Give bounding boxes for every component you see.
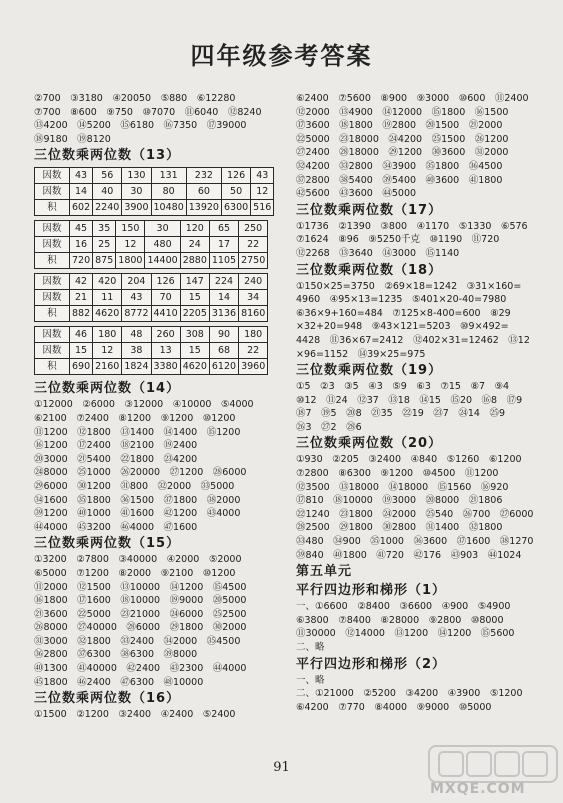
answer-line: ⑦700 ⑧600 ⑨750 ⑩7070 ⑪6040 ⑫8240 — [34, 106, 262, 118]
section-heading-20: 三位数乘两位数（20） — [296, 436, 443, 452]
answer-line: ⑱7 ⑲5 ⑳8 ㉑35 ㉒19 ㉓7 ㉔14 ㉕9 — [296, 408, 505, 420]
answer-line: 4428 ⑪36×67=2412 ⑫402×31=12462 ⑬12 — [296, 334, 530, 346]
table-cell: 65 — [209, 221, 238, 237]
section-heading-14: 三位数乘两位数（14） — [34, 381, 181, 397]
table-cell: 8772 — [122, 306, 151, 322]
table-cell: 45 — [70, 221, 93, 237]
answer-line: ⑯1200 ⑰2400 ⑱2100 ⑲2400 — [34, 440, 198, 452]
table-cell: 180 — [239, 327, 268, 343]
table-cell: 1105 — [209, 253, 238, 269]
answer-line: ⑯1800 ⑰1600 ⑱10000 ⑲9000 ⑳5000 — [34, 595, 247, 607]
answer-line: ①150×25=3750 ②69×18=1242 ③31×160= — [296, 280, 522, 292]
table-cell: 232 — [186, 168, 221, 184]
answer-line: ⑥2100 ⑦2400 ⑧1200 ⑨1200 ⑩1200 — [34, 412, 236, 424]
answer-line: ①930 ②205 ③2400 ④840 ⑤1260 ⑥1200 — [296, 454, 522, 466]
table-cell: 积 — [35, 253, 70, 269]
answer-line: ㉒1240 ㉓1800 ㉔2000 ㉕540 ㉖700 ㉗6000 — [296, 508, 534, 520]
table-cell: 4620 — [180, 359, 209, 375]
answer-line: ②700 ③3180 ④20050 ⑤880 ⑥12280 — [34, 93, 236, 104]
table-cell: 2240 — [93, 200, 122, 216]
table-cell: 2750 — [239, 253, 268, 269]
table-cell: 180 — [93, 327, 122, 343]
table-cell: 15 — [70, 343, 93, 359]
answer-line: ⑳3000 ㉑5400 ㉒1800 ㉓4200 — [34, 453, 198, 465]
table-row — [35, 290, 268, 306]
answer-line: ㉙6000 ㉚1200 ㉛800 ㉜2000 ㉝5000 — [34, 480, 235, 492]
table-cell: 6120 — [209, 359, 238, 375]
table-cell: 150 — [116, 221, 145, 237]
table-cell: 130 — [122, 168, 151, 184]
answer-line: 4960 ④95×13=1235 ⑤401×20-40=7980 — [296, 294, 507, 306]
table-cell: 38 — [122, 343, 151, 359]
table-cell: 56 — [93, 168, 122, 184]
table-cell: 4410 — [151, 306, 180, 322]
table-row — [35, 184, 274, 200]
table-cell: 40 — [93, 184, 122, 200]
table-cell: 50 — [221, 184, 250, 200]
table-cell: 22 — [239, 343, 268, 359]
table-row — [35, 221, 268, 237]
answer-line: ㊴840 ㊵1800 ㊶720 ㊷176 ㊸903 ㊹1024 — [296, 549, 522, 561]
table-cell: 25 — [93, 237, 116, 253]
answer-line: ⑥36×9+160=484 ⑦125×8-400=600 ⑧29 — [296, 307, 511, 319]
answer-line: ⑫3500 ⑬18000 ⑭18000 ⑮1560 ⑯920 — [296, 481, 509, 493]
answer-line: ㊵1300 ㊶40000 ㊷2400 ㊸2300 ㊹4000 — [34, 663, 247, 675]
answer-line: ①1500 ②1200 ③2400 ④2400 ⑤2400 — [34, 709, 236, 721]
table-cell: 882 — [70, 306, 93, 322]
section-heading-19: 三位数乘两位数（19） — [296, 363, 443, 379]
answer-line: 一、①6600 ②8400 ③6600 ④900 ⑤4900 — [296, 601, 511, 613]
table-cell: 11 — [93, 290, 122, 306]
factor-table-3 — [34, 273, 268, 322]
answer-line: ㉔8000 ㉕1000 ㉖20000 ㉗1200 ㉘6000 — [34, 467, 247, 479]
table-cell: 13920 — [186, 200, 221, 216]
answer-block-18 — [296, 280, 536, 362]
answer-line: ㉖8000 ㉗40000 ㉘6000 ㉙1800 ㉚2000 — [34, 622, 247, 634]
answer-line: ⑪2000 ⑫1500 ⑬10000 ⑭1200 ⑮4500 — [34, 581, 247, 593]
answer-line: ×96=1152 ⑭39×25=975 — [296, 348, 426, 360]
answer-block-14 — [34, 398, 286, 534]
answer-block-15 — [34, 553, 286, 689]
answer-line: ㊹4000 ㊺3200 ㊻4000 ㊼1600 — [34, 521, 198, 533]
table-cell: 690 — [70, 359, 93, 375]
table-cell: 43 — [122, 290, 151, 306]
answer-line: ⑫2268 ⑬3640 ⑭3000 ⑮1140 — [296, 247, 460, 259]
answer-line: ⑦2800 ⑧6300 ⑨1200 ⑩4500 ⑪1200 — [296, 468, 499, 480]
answer-line: ①12000 ②6000 ③12000 ④10000 ⑤4000 — [34, 399, 254, 411]
answer-line: ⑬4200 ⑭5200 ⑮6180 ⑯7350 ⑰39000 — [34, 120, 247, 132]
table-cell: 因数 — [35, 327, 70, 343]
answer-line: 二、略 — [296, 642, 325, 653]
answer-line: ⑥4200 ⑦770 ⑧4000 ⑨9000 ⑩5000 — [296, 701, 492, 713]
answer-block-20 — [296, 453, 536, 562]
factor-table-1 — [34, 167, 274, 216]
table-cell: 14400 — [145, 253, 180, 269]
table-cell: 21 — [70, 290, 93, 306]
table-row — [35, 253, 268, 269]
answer-line: ⑰810 ⑱10000 ⑲3000 ⑳8000 ㉑1806 — [296, 495, 503, 507]
table-cell: 8160 — [239, 306, 268, 322]
answer-line: ㉘2500 ㉙1800 ㉚2800 ㉛1400 ㉜1800 — [296, 522, 503, 534]
table-cell: 260 — [151, 327, 180, 343]
table-cell: 60 — [186, 184, 221, 200]
table-cell: 因数 — [35, 221, 70, 237]
answer-line: ⑩12 ⑪24 ⑫37 ⑬18 ⑭15 ⑮20 ⑯8 ⑰9 — [296, 394, 523, 406]
answer-line: ㉞1600 ㉟1800 ㊱1500 ㊲1800 ㊳2000 — [34, 494, 241, 506]
answer-line: ㉛3000 ㉜1800 ㉝2400 ㉞2000 ㉟4500 — [34, 635, 241, 647]
table-cell: 3136 — [209, 306, 238, 322]
table-cell: 240 — [239, 274, 268, 290]
watermark-stamp-icon — [428, 745, 558, 783]
table-cell: 2880 — [180, 253, 209, 269]
table-cell: 1800 — [116, 253, 145, 269]
factor-table-4 — [34, 326, 268, 375]
answer-line: ⑱9180 ⑲8120 — [34, 133, 111, 145]
table-row — [35, 343, 268, 359]
answer-line: ㉗2400 ㉘18000 ㉙1200 ㉚3600 ㉛2000 — [296, 147, 509, 159]
table-cell: 3900 — [122, 200, 151, 216]
table-cell: 120 — [180, 221, 209, 237]
table-cell: 15 — [180, 290, 209, 306]
table-cell: 2160 — [93, 359, 122, 375]
table-cell: 12 — [93, 343, 122, 359]
table-cell: 17 — [209, 237, 238, 253]
answer-block-16-continued — [296, 92, 536, 201]
table-cell: 42 — [70, 274, 93, 290]
table-cell: 15 — [180, 343, 209, 359]
table-cell: 875 — [93, 253, 116, 269]
table-cell: 14 — [209, 290, 238, 306]
table-cell: 3960 — [239, 359, 268, 375]
table-cell: 126 — [221, 168, 250, 184]
table-cell: 因数 — [35, 168, 70, 184]
table-cell: 30 — [145, 221, 180, 237]
table-cell: 积 — [35, 359, 70, 375]
table-cell: 12 — [116, 237, 145, 253]
table-cell: 224 — [209, 274, 238, 290]
table-cell: 24 — [180, 237, 209, 253]
table-cell: 131 — [151, 168, 186, 184]
table-cell: 16 — [70, 237, 93, 253]
answer-block-continued — [34, 92, 286, 146]
table-cell: 积 — [35, 200, 70, 216]
section-heading-parallelogram-1: 平行四边形和梯形（1） — [296, 583, 447, 599]
table-row — [35, 200, 274, 216]
answer-block-19 — [296, 380, 536, 434]
left-column — [34, 92, 286, 722]
answer-line: ㉒5000 ㉓18000 ㉔4200 ㉕1500 ㉖1200 — [296, 133, 509, 145]
answer-line: ㉝480 ㉞900 ㉟1000 ㊱3600 ㊲1600 ㊳1270 — [296, 536, 534, 548]
table-cell: 46 — [70, 327, 93, 343]
answer-line: 一、略 — [296, 674, 325, 686]
table-cell: 48 — [122, 327, 151, 343]
table-row — [35, 168, 274, 184]
answer-block-parallelogram-1 — [296, 600, 536, 654]
answer-line: ①1736 ②1390 ③800 ④1170 ⑤1330 ⑥576 — [296, 220, 528, 232]
table-cell: 147 — [180, 274, 209, 290]
page-number: 91 — [273, 760, 290, 775]
answer-line: ㉑3600 ㉒5000 ㉓21000 ㉔6000 ㉕2500 — [34, 608, 247, 620]
table-cell: 30 — [122, 184, 151, 200]
answer-block-16 — [34, 708, 286, 722]
table-cell: 6300 — [221, 200, 250, 216]
table-cell: 204 — [122, 274, 151, 290]
table-cell: 因数 — [35, 343, 70, 359]
table-cell: 43 — [70, 168, 93, 184]
answer-line: ㊷5600 ㊸3600 ㊹5000 — [296, 188, 417, 200]
table-cell: 14 — [70, 184, 93, 200]
answer-block-parallelogram-2 — [296, 674, 536, 715]
table-row — [35, 237, 268, 253]
answer-line: ㉜4200 ㉝2800 ㉞3900 ㉟1800 ㊱4500 — [296, 160, 503, 172]
answer-line: ㊲2800 ㊳5400 ㊴5400 ㊵3600 ㊶1800 — [296, 174, 503, 186]
table-cell: 13 — [151, 343, 180, 359]
section-heading-18: 三位数乘两位数（18） — [296, 262, 443, 278]
table-cell: 3380 — [151, 359, 180, 375]
answer-line: ⑥2400 ⑦5600 ⑧900 ⑨3000 ⑩600 ⑪2400 — [296, 93, 529, 104]
table-cell: 250 — [239, 221, 268, 237]
section-heading-parallelogram-2: 平行四边形和梯形（2） — [296, 656, 447, 672]
table-cell: 22 — [239, 237, 268, 253]
answer-line: ⑦1624 ⑧96 ⑨5250千克 ⑩1190 ⑪720 — [296, 234, 500, 246]
table-cell: 因数 — [35, 290, 70, 306]
answer-block-17 — [296, 220, 536, 261]
table-cell: 因数 — [35, 184, 70, 200]
answer-line: ㊴1200 ㊵1000 ㊶1600 ㊷1200 ㊸4000 — [34, 508, 241, 520]
table-cell: 10480 — [151, 200, 186, 216]
section-heading-16: 三位数乘两位数（16） — [34, 691, 181, 707]
section-heading-15: 三位数乘两位数（15） — [34, 536, 181, 552]
table-cell: 35 — [93, 221, 116, 237]
table-cell: 2205 — [180, 306, 209, 322]
table-row — [35, 274, 268, 290]
table-cell: 1824 — [122, 359, 151, 375]
table-cell: 602 — [70, 200, 93, 216]
factor-table-2 — [34, 220, 268, 269]
table-cell: 420 — [93, 274, 122, 290]
answer-line: ①5 ②3 ③5 ④3 ⑤9 ⑥3 ⑦15 ⑧7 ⑨4 — [296, 381, 510, 393]
table-cell: 126 — [151, 274, 180, 290]
table-cell: 720 — [70, 253, 93, 269]
table-cell: 34 — [239, 290, 268, 306]
table-cell: 80 — [151, 184, 186, 200]
table-cell: 43 — [251, 168, 274, 184]
table-cell: 积 — [35, 306, 70, 322]
answer-line: ㊱2800 ㊲6300 ㊳6300 ㊴8000 — [34, 649, 198, 661]
watermark-text: MXQE.COM — [430, 781, 526, 797]
answer-line: ⑪1200 ⑫1800 ⑬1400 ⑭1400 ⑮1200 — [34, 426, 241, 438]
table-cell: 4620 — [93, 306, 122, 322]
table-cell: 因数 — [35, 274, 70, 290]
answer-line: ×32+20=948 ⑨43×121=5203 ⑩9×492= — [296, 321, 509, 333]
table-cell: 308 — [180, 327, 209, 343]
answer-line: ⑫2000 ⑬4900 ⑭12000 ⑮1800 ⑯1500 — [296, 106, 509, 118]
table-row — [35, 306, 268, 322]
table-cell: 12 — [251, 184, 274, 200]
answer-line: ①3200 ②7800 ③40000 ④2000 ⑤2000 — [34, 554, 242, 566]
table-cell: 70 — [151, 290, 180, 306]
answer-line: ⑰3600 ⑱1800 ⑲2800 ⑳1500 ㉑2000 — [296, 120, 503, 132]
table-row — [35, 327, 268, 343]
answer-line: ⑥3800 ⑦8400 ⑧28000 ⑨2800 ⑩8000 — [296, 614, 504, 626]
table-cell: 68 — [209, 343, 238, 359]
table-cell: 516 — [251, 200, 274, 216]
right-column — [296, 92, 536, 714]
unit-heading: 第五单元 — [296, 564, 353, 580]
answer-line: ㊺1800 ㊻2400 ㊼6300 ㊽10000 — [34, 676, 204, 688]
page-title: 四年级参考答案 — [190, 42, 373, 70]
section-heading-17: 三位数乘两位数（17） — [296, 202, 443, 218]
answer-line: ⑥5000 ⑦1200 ⑧2000 ⑨2100 ⑩1200 — [34, 567, 236, 579]
table-row — [35, 359, 268, 375]
table-cell: 480 — [145, 237, 180, 253]
table-cell: 90 — [209, 327, 238, 343]
table-cell: 因数 — [35, 237, 70, 253]
watermark-logo — [428, 745, 554, 799]
answer-line: ⑪30000 ⑫14000 ⑬1200 ⑭1200 ⑮5600 — [296, 628, 515, 640]
answer-line: ㉖3 ㉗2 ㉘6 — [296, 421, 362, 433]
section-heading-13: 三位数乘两位数（13） — [34, 148, 181, 164]
answer-line: 二、①21000 ②5200 ③4200 ④3900 ⑤1200 — [296, 688, 523, 700]
